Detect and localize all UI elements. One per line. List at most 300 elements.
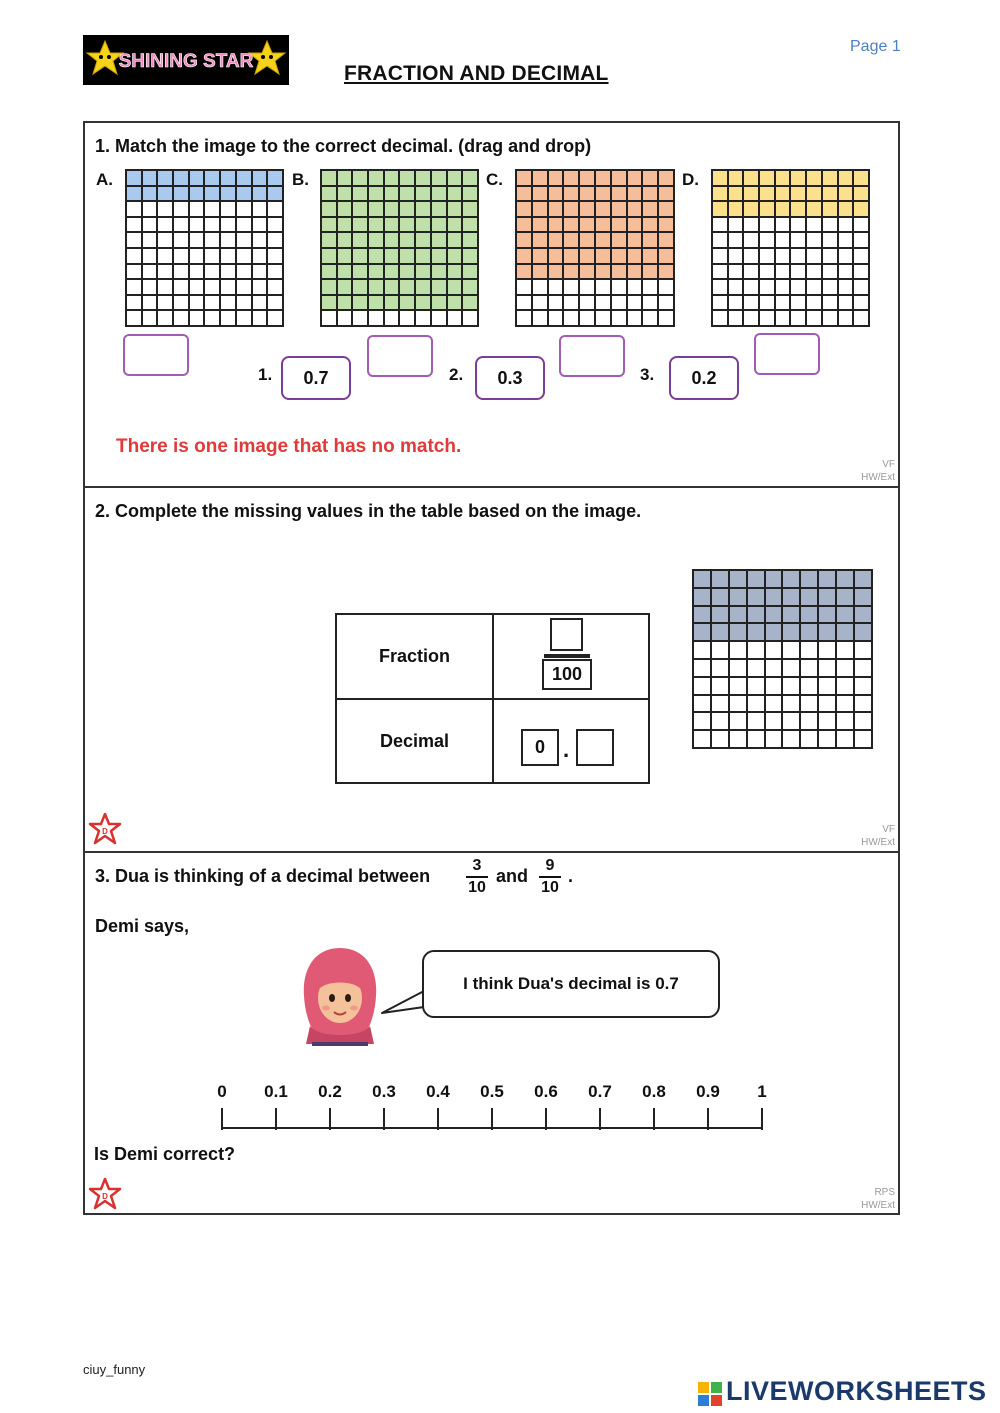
grid-cell <box>854 623 872 641</box>
number-line-tick <box>761 1108 763 1130</box>
grid-cell <box>368 279 384 295</box>
grid-cell <box>747 677 765 695</box>
grid-cell <box>800 677 818 695</box>
grid-cell <box>399 310 415 326</box>
grid-cell <box>747 606 765 624</box>
grid-cell <box>415 217 431 233</box>
grid-c-label: C. <box>486 170 503 189</box>
grid-cell <box>642 295 658 311</box>
logo-graphic <box>83 35 289 85</box>
grid-cell <box>693 588 711 606</box>
grid-cell <box>142 232 158 248</box>
grid-cell <box>548 232 564 248</box>
hundred-grid-c <box>515 169 675 327</box>
grid-cell <box>548 170 564 186</box>
demi-says-label: Demi says, <box>95 916 190 936</box>
shining-star-logo <box>83 35 289 85</box>
demi-avatar-icon <box>298 946 382 1046</box>
grid-cell <box>267 232 283 248</box>
grid-cell <box>252 170 268 186</box>
grid-cell <box>447 186 463 202</box>
grid-cell <box>729 712 747 730</box>
grid-cell <box>337 248 353 264</box>
grid-cell <box>516 264 532 280</box>
decimal-row-label: Decimal <box>379 730 450 751</box>
grid-cell <box>399 279 415 295</box>
grid-cell <box>790 232 806 248</box>
grid-cell <box>337 217 353 233</box>
hundred-grid-d <box>711 169 870 327</box>
grid-cell <box>818 677 836 695</box>
grid-cell <box>611 248 627 264</box>
grid-cell <box>611 217 627 233</box>
grid-cell <box>352 264 368 280</box>
grid-cell <box>431 264 447 280</box>
grid-cell <box>854 712 872 730</box>
grid-cell <box>579 217 595 233</box>
grid-cell <box>658 170 674 186</box>
grid-cell <box>595 232 611 248</box>
grid-cell <box>759 201 775 217</box>
grid-cell <box>157 310 173 326</box>
grid-cell <box>693 570 711 588</box>
grid-cell <box>532 310 548 326</box>
grid-cell <box>399 248 415 264</box>
grid-cell <box>252 217 268 233</box>
grid-cell <box>838 232 854 248</box>
grid-cell <box>818 730 836 748</box>
grid-cell <box>806 201 822 217</box>
q3-prompt-start: 3. Dua is thinking of a decimal between <box>95 866 431 886</box>
grid-cell <box>693 677 711 695</box>
grid-cell <box>321 264 337 280</box>
drop-target-b[interactable] <box>367 335 433 377</box>
grid-cell <box>252 232 268 248</box>
grid-cell <box>352 232 368 248</box>
grid-cell <box>728 170 744 186</box>
grid-cell <box>853 310 869 326</box>
grid-cell <box>728 186 744 202</box>
grid-cell <box>838 310 854 326</box>
grid-cell <box>142 279 158 295</box>
frac2-denominator: 10 <box>541 879 559 896</box>
q2-code-line1: VF <box>882 824 895 835</box>
grid-cell <box>431 310 447 326</box>
grid-cell <box>854 695 872 713</box>
grid-cell <box>579 279 595 295</box>
grid-cell <box>595 186 611 202</box>
grid-cell <box>729 606 747 624</box>
answer-chip-0-2[interactable]: 0.2 <box>669 356 739 400</box>
grid-cell <box>759 310 775 326</box>
grid-cell <box>658 186 674 202</box>
numerator-input[interactable] <box>550 618 583 651</box>
grid-cell <box>611 310 627 326</box>
grid-cell <box>693 695 711 713</box>
grid-cell <box>126 232 142 248</box>
grid-cell <box>775 186 791 202</box>
grid-cell <box>838 170 854 186</box>
grid-cell <box>765 677 783 695</box>
depth-star-badge-icon <box>88 1177 122 1211</box>
grid-cell <box>384 310 400 326</box>
grid-cell <box>790 310 806 326</box>
grid-cell <box>658 279 674 295</box>
grid-cell <box>627 170 643 186</box>
grid-cell <box>516 279 532 295</box>
grid-cell <box>337 186 353 202</box>
grid-cell <box>759 295 775 311</box>
grid-cell <box>431 232 447 248</box>
grid-cell <box>728 201 744 217</box>
grid-cell <box>627 232 643 248</box>
number-line-tick <box>329 1108 331 1130</box>
grid-cell <box>415 186 431 202</box>
grid-cell <box>693 623 711 641</box>
number-line-tick <box>653 1108 655 1130</box>
grid-cell <box>399 186 415 202</box>
denominator-box: 100 <box>542 659 592 690</box>
grid-cell <box>447 201 463 217</box>
grid-cell <box>693 606 711 624</box>
grid-cell <box>818 659 836 677</box>
grid-cell <box>658 264 674 280</box>
grid-cell <box>818 606 836 624</box>
grid-cell <box>204 232 220 248</box>
grid-cell <box>173 310 189 326</box>
grid-cell <box>693 730 711 748</box>
grid-cell <box>462 279 478 295</box>
grid-cell <box>447 264 463 280</box>
grid-cell <box>712 170 728 186</box>
grid-cell <box>743 232 759 248</box>
tenths-input[interactable] <box>576 729 614 766</box>
grid-cell <box>415 248 431 264</box>
grid-cell <box>642 248 658 264</box>
grid-cell <box>321 310 337 326</box>
grid-cell <box>126 279 142 295</box>
grid-cell <box>462 310 478 326</box>
grid-cell <box>836 695 854 713</box>
grid-cell <box>321 232 337 248</box>
grid-cell <box>611 201 627 217</box>
grid-cell <box>579 310 595 326</box>
grid-cell <box>157 264 173 280</box>
number-line-tick <box>383 1108 385 1130</box>
number-line-tick <box>221 1108 223 1130</box>
grid-cell <box>743 248 759 264</box>
drop-target-d[interactable] <box>754 333 820 375</box>
answer-number-2: 2. <box>449 365 464 384</box>
grid-cell <box>579 264 595 280</box>
grid-cell <box>548 186 564 202</box>
grid-cell <box>399 264 415 280</box>
grid-cell <box>747 641 765 659</box>
grid-cell <box>806 217 822 233</box>
liveworksheets-brand: LIVEWORKSHEETS <box>726 1376 987 1406</box>
grid-cell <box>790 170 806 186</box>
grid-cell <box>204 264 220 280</box>
grid-cell <box>415 264 431 280</box>
grid-cell <box>729 659 747 677</box>
grid-cell <box>415 201 431 217</box>
grid-cell <box>352 295 368 311</box>
grid-cell <box>579 248 595 264</box>
grid-cell <box>204 217 220 233</box>
grid-cell <box>220 217 236 233</box>
grid-cell <box>462 295 478 311</box>
grid-cell <box>236 279 252 295</box>
grid-cell <box>729 588 747 606</box>
grid-cell <box>563 264 579 280</box>
grid-cell <box>236 232 252 248</box>
grid-cell <box>337 201 353 217</box>
grid-cell <box>728 295 744 311</box>
grid-cell <box>579 186 595 202</box>
grid-cell <box>236 310 252 326</box>
grid-cell <box>157 217 173 233</box>
grid-cell <box>368 248 384 264</box>
grid-cell <box>822 279 838 295</box>
grid-cell <box>548 201 564 217</box>
grid-cell <box>818 712 836 730</box>
answer-chip-0-3[interactable]: 0.3 <box>475 356 545 400</box>
grid-cell <box>836 712 854 730</box>
grid-cell <box>431 170 447 186</box>
grid-cell <box>818 588 836 606</box>
drop-target-c[interactable] <box>559 335 625 377</box>
grid-b-label: B. <box>292 170 309 189</box>
grid-cell <box>447 279 463 295</box>
grid-cell <box>220 201 236 217</box>
grid-cell <box>712 186 728 202</box>
grid-cell <box>516 186 532 202</box>
grid-cell <box>711 623 729 641</box>
grid-cell <box>627 310 643 326</box>
grid-cell <box>729 695 747 713</box>
grid-cell <box>822 201 838 217</box>
grid-cell <box>157 201 173 217</box>
grid-cell <box>712 232 728 248</box>
grid-cell <box>806 232 822 248</box>
grid-cell <box>236 170 252 186</box>
grid-cell <box>173 201 189 217</box>
grid-cell <box>384 232 400 248</box>
grid-cell <box>384 217 400 233</box>
grid-cell <box>729 730 747 748</box>
grid-cell <box>728 264 744 280</box>
grid-cell <box>822 186 838 202</box>
grid-cell <box>204 170 220 186</box>
drop-target-a[interactable] <box>123 334 189 376</box>
grid-cell <box>806 295 822 311</box>
grid-cell <box>384 264 400 280</box>
grid-cell <box>157 248 173 264</box>
grid-cell <box>800 606 818 624</box>
grid-cell <box>836 606 854 624</box>
q3-question: Is Demi correct? <box>94 1144 236 1164</box>
grid-cell <box>173 170 189 186</box>
grid-cell <box>532 264 548 280</box>
grid-cell <box>447 170 463 186</box>
grid-cell <box>532 201 548 217</box>
grid-cell <box>711 677 729 695</box>
grid-cell <box>782 695 800 713</box>
grid-cell <box>548 217 564 233</box>
grid-cell <box>126 248 142 264</box>
q1-code-line2: HW/Ext <box>861 472 895 483</box>
grid-cell <box>431 186 447 202</box>
grid-cell <box>806 264 822 280</box>
grid-cell <box>711 641 729 659</box>
grid-cell <box>220 186 236 202</box>
grid-cell <box>642 279 658 295</box>
grid-cell <box>516 232 532 248</box>
grid-cell <box>267 295 283 311</box>
grid-cell <box>611 186 627 202</box>
q3-end-mark: . <box>568 866 574 886</box>
grid-cell <box>712 279 728 295</box>
grid-cell <box>775 295 791 311</box>
grid-cell <box>447 310 463 326</box>
grid-cell <box>267 186 283 202</box>
grid-cell <box>711 730 729 748</box>
grid-cell <box>790 248 806 264</box>
frac1-denominator: 10 <box>468 879 486 896</box>
number-line-label: 0.6 <box>534 1082 558 1101</box>
grid-cell <box>838 279 854 295</box>
grid-cell <box>431 295 447 311</box>
number-line-tick <box>491 1108 493 1130</box>
q3-connector: and <box>496 866 529 886</box>
grid-cell <box>563 310 579 326</box>
grid-cell <box>563 295 579 311</box>
grid-cell <box>836 641 854 659</box>
answer-chip-0-7[interactable]: 0.7 <box>281 356 351 400</box>
grid-cell <box>548 310 564 326</box>
grid-cell <box>765 570 783 588</box>
grid-cell <box>173 232 189 248</box>
grid-cell <box>431 248 447 264</box>
grid-cell <box>782 570 800 588</box>
grid-cell <box>747 623 765 641</box>
q2-prompt: 2. Complete the missing values in the table based on the image. <box>95 501 642 521</box>
number-line-tick <box>275 1108 277 1130</box>
grid-cell <box>838 248 854 264</box>
no-match-note: There is one image that has no match. <box>116 436 462 457</box>
grid-cell <box>800 570 818 588</box>
grid-cell <box>563 279 579 295</box>
grid-cell <box>693 641 711 659</box>
grid-cell <box>712 295 728 311</box>
grid-cell <box>368 170 384 186</box>
number-line-label: 1 <box>757 1082 767 1101</box>
grid-cell <box>267 264 283 280</box>
q1-code <box>840 458 895 484</box>
grid-cell <box>399 217 415 233</box>
grid-cell <box>775 248 791 264</box>
grid-cell <box>447 232 463 248</box>
page-number: Page 1 <box>850 38 901 55</box>
grid-cell <box>352 186 368 202</box>
q3-code <box>840 1186 895 1212</box>
grid-cell <box>822 264 838 280</box>
grid-cell <box>267 310 283 326</box>
grid-cell <box>765 623 783 641</box>
grid-cell <box>595 170 611 186</box>
grid-cell <box>818 570 836 588</box>
grid-cell <box>431 279 447 295</box>
grid-cell <box>658 232 674 248</box>
grid-cell <box>658 295 674 311</box>
grid-cell <box>838 264 854 280</box>
grid-cell <box>711 659 729 677</box>
grid-cell <box>142 295 158 311</box>
number-line-label: 0.2 <box>318 1082 342 1101</box>
page-title: FRACTION AND DECIMAL <box>344 62 609 85</box>
grid-cell <box>818 623 836 641</box>
grid-cell <box>818 695 836 713</box>
answer-number-3: 3. <box>640 365 655 384</box>
liveworksheets-logo-icon <box>698 1382 722 1406</box>
grid-cell <box>642 170 658 186</box>
grid-cell <box>627 201 643 217</box>
grid-cell <box>836 730 854 748</box>
grid-cell <box>836 623 854 641</box>
grid-cell <box>563 232 579 248</box>
grid-cell <box>142 186 158 202</box>
grid-cell <box>189 186 205 202</box>
fraction-three-tenths <box>466 857 488 897</box>
grid-cell <box>806 186 822 202</box>
grid-cell <box>806 248 822 264</box>
number-line-tick <box>707 1108 709 1130</box>
grid-cell <box>368 295 384 311</box>
number-line-label: 0.8 <box>642 1082 666 1101</box>
grid-cell <box>563 186 579 202</box>
grid-cell <box>728 279 744 295</box>
grid-cell <box>595 264 611 280</box>
grid-cell <box>782 588 800 606</box>
grid-cell <box>712 201 728 217</box>
grid-cell <box>173 295 189 311</box>
grid-cell <box>384 295 400 311</box>
grid-cell <box>462 248 478 264</box>
grid-cell <box>415 279 431 295</box>
grid-cell <box>838 186 854 202</box>
grid-cell <box>321 201 337 217</box>
grid-cell <box>352 217 368 233</box>
grid-cell <box>627 264 643 280</box>
grid-cell <box>516 295 532 311</box>
grid-cell <box>563 217 579 233</box>
grid-cell <box>854 570 872 588</box>
grid-cell <box>712 248 728 264</box>
grid-cell <box>765 641 783 659</box>
grid-cell <box>352 248 368 264</box>
q2-code-line2: HW/Ext <box>861 837 895 848</box>
grid-cell <box>800 641 818 659</box>
grid-cell <box>642 217 658 233</box>
grid-cell <box>337 232 353 248</box>
grid-cell <box>447 248 463 264</box>
grid-cell <box>743 279 759 295</box>
grid-cell <box>854 730 872 748</box>
badge-letter: D <box>102 827 108 836</box>
grid-cell <box>728 310 744 326</box>
grid-cell <box>790 279 806 295</box>
grid-cell <box>415 310 431 326</box>
